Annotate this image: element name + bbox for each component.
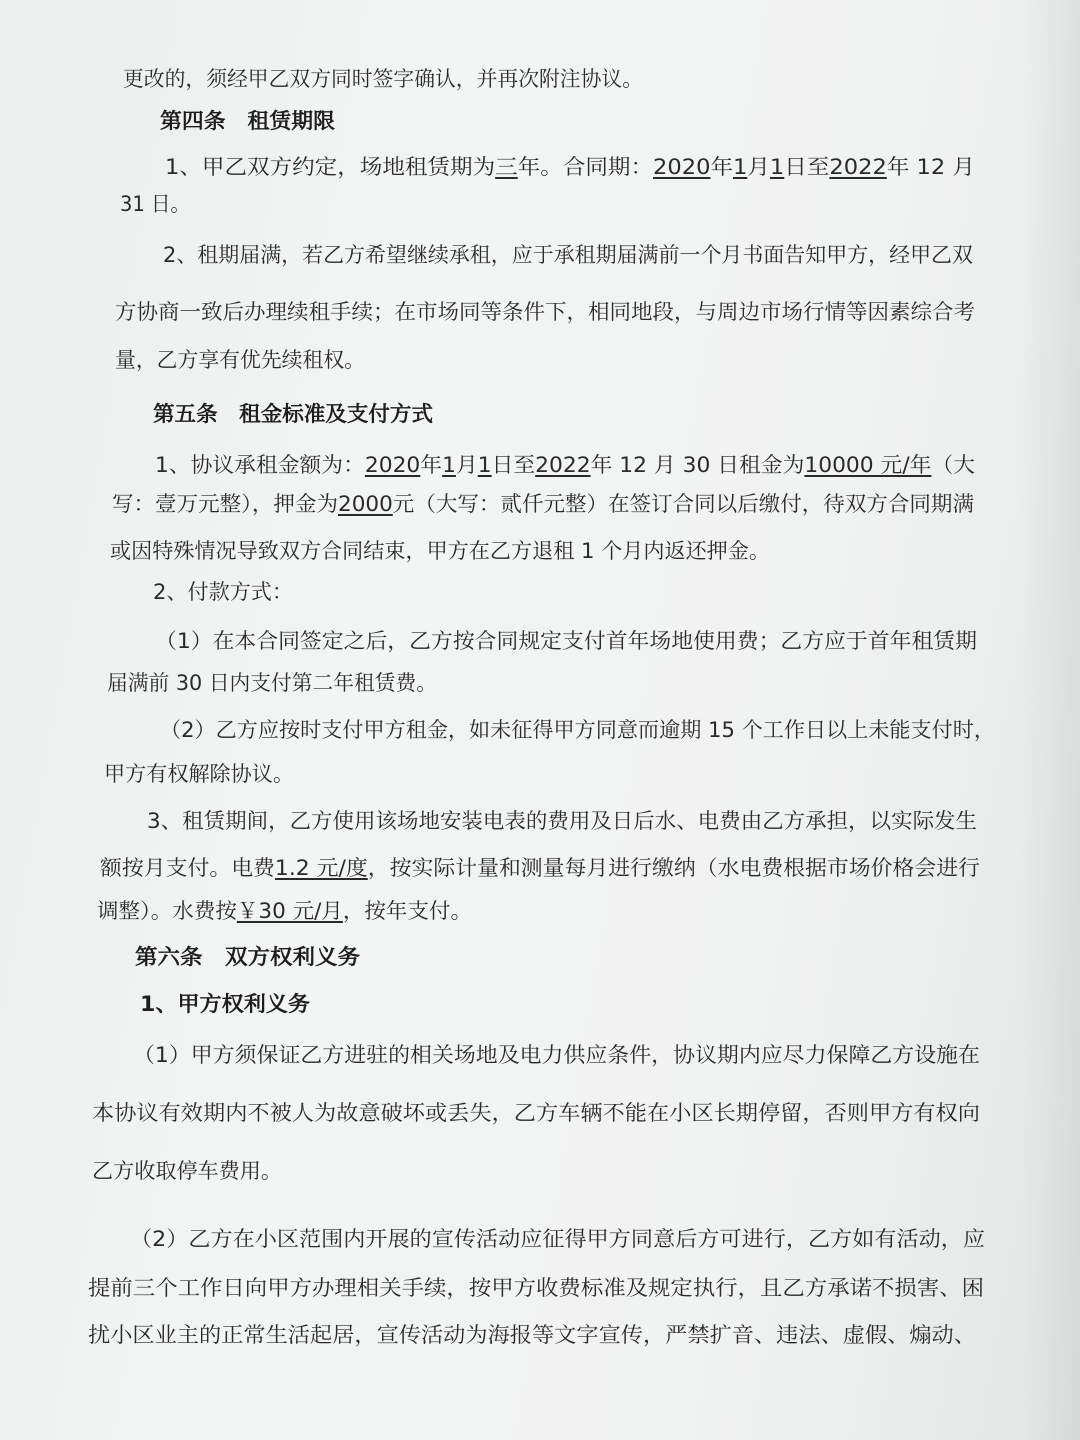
text-line [112,490,974,518]
text-segment: 日至 [491,453,536,477]
text-line: 本协议有效期内不被人为故意破坏或丢失，乙方车辆不能在小区长期停留，否则甲方有权向 [92,1101,980,1125]
text-segment: 年 12 月 30 日租金为 [590,453,805,477]
page-shadow [1020,0,1080,1440]
filled-value: 2000 [338,492,393,516]
text-segment: 月 [747,155,770,179]
text-segment: 年 [710,155,734,179]
text-line: 量，乙方享有优先续租权。 [115,348,366,372]
text-line [97,897,472,925]
section-1-heading: 1、甲方权利义务 [140,992,310,1016]
filled-value: 1 [477,453,492,477]
text-line: 2、付款方式： [153,580,294,604]
filled-value: 2022 [829,155,887,179]
filled-value: 1 [769,155,785,179]
text-segment: 写：壹万元整），押金为 [112,492,339,516]
text-segment: 1、甲乙双方约定，场地租赁期为 [165,155,496,179]
text-line: （2）乙方在小区范围内开展的宣传活动应征得甲方同意后方可进行，乙方如有活动，应 [130,1227,986,1251]
filled-value: 2020 [364,453,421,477]
text-line: 方协商一致后办理续租手续；在市场同等条件下，相同地段，与周边市场行情等因素综合考 [115,300,975,324]
text-segment: 月 [455,453,478,477]
text-line: 31 日。 [120,192,190,216]
text-segment: ，按实际计量和测量每月进行缴纳（水电费根据市场价格会进行 [367,856,980,880]
text-line: （1）甲方须保证乙方进驻的相关场地及电力供应条件，协议期内应尽力保障乙方设施在 [133,1043,980,1067]
text-line [165,153,975,181]
article-4-heading: 第四条 租赁期限 [160,109,336,133]
text-line: 甲方有权解除协议。 [104,762,295,786]
text-segment: 年 [420,453,443,477]
text-line: （1）在本合同签定之后，乙方按合同规定支付首年场地使用费；乙方应于首年租赁期 [155,629,977,653]
filled-value: 2022 [535,453,591,477]
text-segment: 年 12 月 [886,155,975,179]
filled-value: 10000 元/年 [804,453,932,477]
text-segment: 日至 [784,155,830,179]
text-line [155,451,975,479]
text-segment: （大 [931,453,976,477]
text-segment: 1、协议承租金额为： [155,453,365,477]
text-line: 扰小区业主的正常生活起居，宣传活动为海报等文字宣传，严禁扩音、违法、虚假、煽动、 [88,1323,976,1347]
text-line: 提前三个工作日向甲方办理相关手续，按甲方收费标准及规定执行，且乙方承诺不损害、困 [88,1276,985,1300]
filled-value: ￥30 元/月 [236,899,343,923]
text-segment: 年。合同期： [517,155,654,179]
article-5-heading: 第五条 租金标准及支付方式 [153,402,433,426]
text-line: （2）乙方应按时支付甲方租金，如未征得甲方同意而逾期 15 个工作日以上未能支付时， [160,718,996,742]
text-segment: 调整）。水费按 [97,899,237,923]
text-line: 更改的，须经甲乙双方同时签字确认，并再次附注协议。 [123,67,644,91]
text-line: 或因特殊情况导致双方合同结束，甲方在乙方退租 1 个月内返还押金。 [110,539,771,563]
text-segment: 额按月支付。电费 [100,856,275,880]
text-line: 3、租赁期间，乙方使用该场地安装电表的费用及日后水、电费由乙方承担，以实际发生 [147,809,978,833]
filled-value: 2020 [653,155,711,179]
text-line: 乙方收取停车费用。 [92,1159,283,1183]
text-line: 2、租期届满，若乙方希望继续承租，应于承租期届满前一个月书面告知甲方，经甲乙双 [163,243,973,267]
filled-value: 1 [442,453,456,477]
text-line [100,854,980,882]
filled-value: 三 [495,155,518,179]
text-line: 届满前 30 日内支付第二年租赁费。 [107,671,438,695]
text-segment: 元（大写：贰仟元整）在签订合同以后缴付，待双方合同期满 [392,492,974,516]
article-6-heading: 第六条 双方权利义务 [135,945,360,969]
text-segment: ，按年支付。 [342,899,472,923]
filled-value: 1.2 元/度 [274,856,368,880]
filled-value: 1 [733,155,748,179]
